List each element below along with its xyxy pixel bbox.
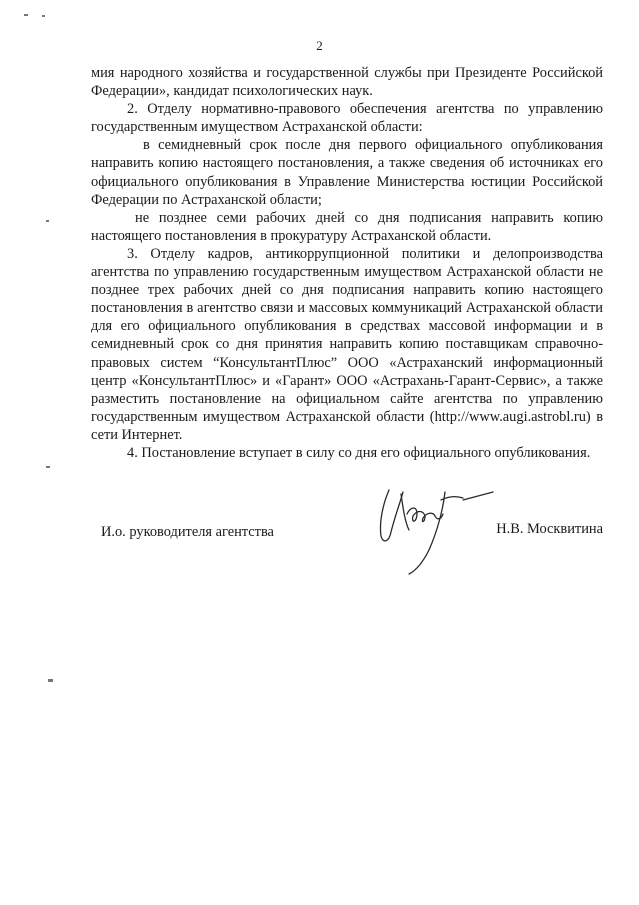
signatory-title: И.о. руководителя агентства <box>101 524 274 540</box>
page-number: 2 <box>316 38 323 53</box>
paragraph-continuation: мия народного хозяйства и государственной службы при Президенте Российской Федерации», кандидат психологических наук. <box>91 65 603 100</box>
paragraph-item-2: 2. Отделу нормативно-правового обеспечения агентства по управлению государственным имуществом Астраханской области: <box>91 101 603 136</box>
scan-speck <box>46 220 49 222</box>
signature-block <box>0 470 639 580</box>
paragraph-item-4: 4. Постановление вступает в силу со дня его официального опубликования. <box>127 444 591 461</box>
paragraph-subitem-publication: в семидневный срок после дня первого официального опубликования направить копию настоящего постановления, а также сведения об источниках его официального опубликования в Управление Министерства юстиции Российской Федерации по Астраханской области; <box>91 137 603 208</box>
paragraph-subitem-prosecutor: не позднее семи рабочих дней со дня подписания направить копию настоящего постановления в прокуратуру Астраханской области. <box>91 209 603 244</box>
paragraph-item-3: 3. Отделу кадров, антикоррупционной политики и делопроизводства агентства по управлению государственным имуществом Астраханской области не позднее трех рабочих дней со дня подписания направить копию настоящего постановления в агентство связи и массовых коммуникаций Астраханской области для его официального опубликования в средствах массовой информации и в семидневный срок со дня принятия направить копию поставщикам справочно-правовых систем “КонсультантПлюс” ООО «Астраханский информационный центр «КонсультантПлюс» и «Гарант» ООО «Астрахань-Гарант-Сервис», а также разместить постановление на официальном сайте агентства по управлению государственным имуществом Астраханской области (http://www.augi.astrobl.ru) в сети Интернет. <box>91 245 603 443</box>
scan-speck <box>46 466 50 468</box>
scan-speck <box>24 14 28 16</box>
handwritten-signature <box>345 470 505 580</box>
signatory-name: Н.В. Москвитина <box>496 521 603 537</box>
scan-speck <box>48 679 53 682</box>
scan-speck <box>42 15 45 17</box>
document-body <box>91 64 603 462</box>
